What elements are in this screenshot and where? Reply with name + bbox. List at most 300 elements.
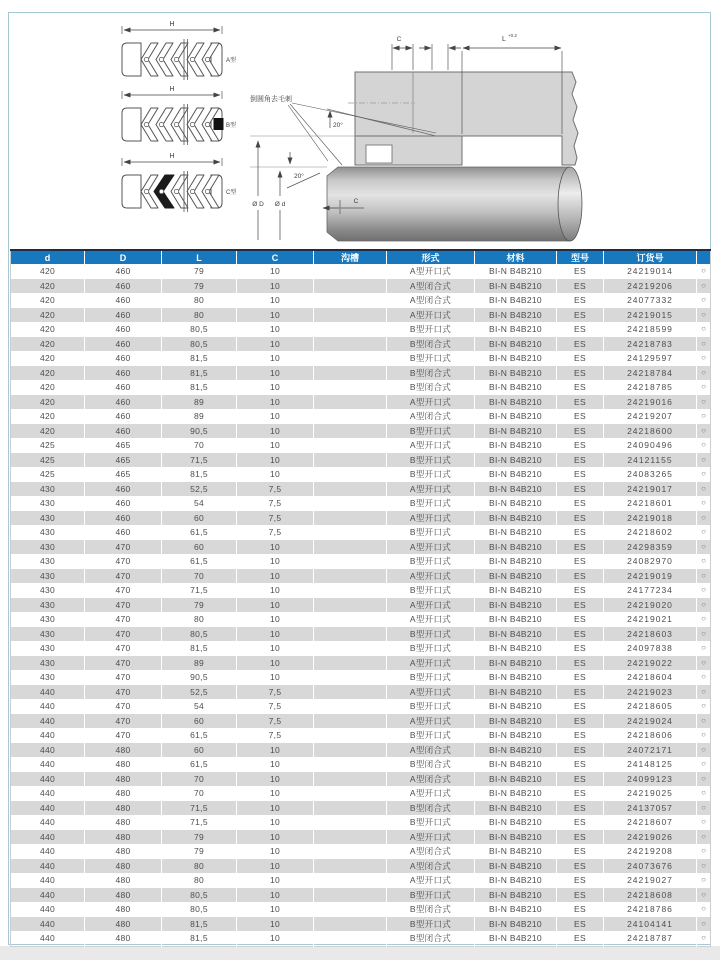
table-row [11, 366, 711, 381]
table-cell: A型开口式 [387, 438, 475, 453]
dim-label-c-bottom: C [353, 198, 359, 205]
table-cell: 480 [85, 859, 162, 874]
table-cell: 54 [162, 496, 237, 511]
table-cell: 460 [85, 337, 162, 352]
table-cell: 80,5 [162, 902, 237, 917]
table-cell [314, 380, 387, 395]
table-cell: ES [557, 308, 604, 323]
table-cell: ES [557, 424, 604, 439]
table-row [11, 641, 711, 656]
table-cell: 10 [237, 438, 314, 453]
table-cell: B型开口式 [387, 453, 475, 468]
availability-cell: ○ [697, 438, 711, 453]
table-cell: 440 [39, 846, 56, 856]
table-cell: A型开口式 [387, 482, 475, 497]
table-cell: ES [557, 685, 604, 700]
table-cell [314, 728, 387, 743]
table-cell [314, 714, 387, 729]
table-cell: 430 [11, 598, 85, 613]
col-header-L: L [162, 250, 237, 264]
availability-cell: ○ [697, 612, 711, 627]
table-cell: 440 [39, 875, 56, 885]
table-cell: 24218599 [604, 322, 697, 337]
table-cell [314, 801, 387, 816]
table-cell: 430 [39, 614, 56, 624]
table-row [11, 670, 711, 685]
col-header-availability [697, 250, 711, 264]
table-cell: 61,5 [162, 728, 237, 743]
col-header-model: 型号 [557, 250, 604, 264]
table-cell: BI-N B4B210 [475, 844, 557, 859]
table-cell: 420 [11, 337, 85, 352]
table-cell: 480 [85, 931, 162, 946]
table-cell: A型开口式 [387, 511, 475, 526]
availability-cell: ○ [697, 714, 711, 729]
table-cell: 24219025 [604, 786, 697, 801]
table-cell: 430 [39, 672, 56, 682]
table-row [11, 830, 711, 845]
table-cell [314, 467, 387, 482]
availability-cell: ○ [697, 873, 711, 888]
table-row [11, 264, 711, 279]
table-cell: 460 [85, 496, 162, 511]
table-cell [314, 743, 387, 758]
table-cell: ES [557, 656, 604, 671]
table-cell: ES [557, 641, 604, 656]
table-cell: 440 [39, 904, 56, 914]
availability-cell: ○ [697, 656, 711, 671]
dim-label-l: L [502, 36, 506, 43]
table-cell: ES [557, 859, 604, 874]
table-cell: 460 [85, 308, 162, 323]
table-cell [314, 612, 387, 627]
table-cell: 70 [162, 569, 237, 584]
table-cell: 61,5 [162, 554, 237, 569]
table-cell: ES [557, 569, 604, 584]
availability-cell: ○ [697, 337, 711, 352]
table-cell: 7,5 [237, 482, 314, 497]
table-cell: A型闭合式 [387, 844, 475, 859]
table-cell: BI-N B4B210 [475, 859, 557, 874]
table-cell: A型闭合式 [387, 859, 475, 874]
technical-drawings [0, 0, 720, 250]
table-row [11, 496, 711, 511]
rod-body [327, 167, 570, 241]
table-cell: B型开口式 [387, 583, 475, 598]
table-cell: 440 [39, 701, 56, 711]
table-cell: ES [557, 496, 604, 511]
table-cell: ES [557, 612, 604, 627]
table-cell: 480 [85, 830, 162, 845]
availability-cell: ○ [697, 511, 711, 526]
table-cell: A型开口式 [387, 540, 475, 555]
availability-cell: ○ [697, 569, 711, 584]
table-cell [314, 424, 387, 439]
table-cell: ES [557, 598, 604, 613]
table-cell: 480 [85, 757, 162, 772]
table-cell: 10 [237, 583, 314, 598]
table-cell: 80 [162, 308, 237, 323]
table-cell: 470 [85, 554, 162, 569]
table-cell: 7,5 [237, 511, 314, 526]
stack-type-label: C型 [226, 190, 237, 196]
table-cell: 24218607 [604, 815, 697, 830]
table-cell: 7,5 [237, 685, 314, 700]
table-cell: 24219017 [604, 482, 697, 497]
table-cell: B型开口式 [387, 888, 475, 903]
table-cell: ES [557, 554, 604, 569]
table-cell [314, 511, 387, 526]
table-cell: 70 [162, 786, 237, 801]
table-row [11, 279, 711, 294]
table-cell: BI-N B4B210 [475, 873, 557, 888]
table-cell [314, 757, 387, 772]
table-cell: ES [557, 438, 604, 453]
table-cell: A型闭合式 [387, 772, 475, 787]
col-header-D: D [85, 250, 162, 264]
table-cell: 10 [237, 569, 314, 584]
dia-outer-label: Ø D [252, 201, 264, 208]
table-cell: 24218601 [604, 496, 697, 511]
table-cell: 71,5 [162, 583, 237, 598]
availability-cell: ○ [697, 366, 711, 381]
table-row [11, 554, 711, 569]
table-cell: 24219207 [604, 409, 697, 424]
table-cell: ES [557, 366, 604, 381]
table-cell: B型开口式 [387, 627, 475, 642]
table-cell [314, 598, 387, 613]
table-cell: ES [557, 801, 604, 816]
table-cell: 470 [85, 714, 162, 729]
col-header-order-no: 订货号 [604, 250, 697, 264]
table-cell: A型开口式 [387, 395, 475, 410]
table-cell: B型开口式 [387, 641, 475, 656]
table-cell [314, 293, 387, 308]
availability-cell: ○ [697, 685, 711, 700]
table-cell: 10 [237, 772, 314, 787]
table-cell [314, 670, 387, 685]
table-row [11, 743, 711, 758]
table-cell: BI-N B4B210 [475, 293, 557, 308]
table-cell: 470 [85, 670, 162, 685]
availability-cell: ○ [697, 395, 711, 410]
table-cell: B型开口式 [387, 670, 475, 685]
table-cell: 81,5 [162, 931, 237, 946]
table-header [11, 250, 711, 264]
table-cell: A型闭合式 [387, 279, 475, 294]
table-row [11, 482, 711, 497]
table-cell: 24218783 [604, 337, 697, 352]
table-cell [314, 322, 387, 337]
table-cell: BI-N B4B210 [475, 583, 557, 598]
table-cell: B型开口式 [387, 728, 475, 743]
table-cell: B型闭合式 [387, 902, 475, 917]
table-cell: 460 [85, 380, 162, 395]
table-cell: A型开口式 [387, 830, 475, 845]
availability-cell: ○ [697, 424, 711, 439]
table-cell: 460 [85, 279, 162, 294]
availability-cell: ○ [697, 728, 711, 743]
table-cell: A型开口式 [387, 786, 475, 801]
table-row [11, 917, 711, 932]
table-cell: 480 [85, 888, 162, 903]
table-cell [314, 656, 387, 671]
table-cell: BI-N B4B210 [475, 409, 557, 424]
table-cell: ES [557, 627, 604, 642]
table-cell: BI-N B4B210 [475, 772, 557, 787]
table-cell: BI-N B4B210 [475, 496, 557, 511]
table-cell: B型闭合式 [387, 337, 475, 352]
table-row [11, 424, 711, 439]
table-cell: 460 [85, 322, 162, 337]
table-cell [314, 540, 387, 555]
table-cell: ES [557, 728, 604, 743]
table-cell: ES [557, 293, 604, 308]
table-cell: 470 [85, 540, 162, 555]
table-cell: 440 [11, 830, 85, 845]
table-cell: 460 [85, 264, 162, 279]
availability-cell: ○ [697, 583, 711, 598]
table-cell: BI-N B4B210 [475, 540, 557, 555]
availability-cell: ○ [697, 641, 711, 656]
table-row [11, 540, 711, 555]
table-cell: BI-N B4B210 [475, 656, 557, 671]
table-cell: 7,5 [237, 699, 314, 714]
table-cell: BI-N B4B210 [475, 511, 557, 526]
table-cell: ES [557, 380, 604, 395]
table-cell: ES [557, 830, 604, 845]
table-cell: BI-N B4B210 [475, 743, 557, 758]
table-cell: B型开口式 [387, 917, 475, 932]
col-header-d: d [11, 250, 85, 264]
table-cell [314, 496, 387, 511]
table-cell [314, 627, 387, 642]
table-cell: 24218786 [604, 902, 697, 917]
col-header-material: 材料 [475, 250, 557, 264]
table-cell: 24148125 [604, 757, 697, 772]
table-cell: 440 [39, 817, 56, 827]
table-cell: ES [557, 670, 604, 685]
table-cell: 10 [237, 656, 314, 671]
table-cell: 430 [11, 511, 85, 526]
table-cell: 24218606 [604, 728, 697, 743]
availability-cell: ○ [697, 598, 711, 613]
table-cell: 10 [237, 757, 314, 772]
table-cell: 10 [237, 395, 314, 410]
table-cell: A型开口式 [387, 656, 475, 671]
table-cell: A型闭合式 [387, 409, 475, 424]
availability-cell: ○ [697, 351, 711, 366]
table-cell: 70 [162, 438, 237, 453]
table-row [11, 525, 711, 540]
table-cell: 480 [85, 844, 162, 859]
table-cell: ES [557, 786, 604, 801]
availability-cell: ○ [697, 380, 711, 395]
table-cell: 70 [162, 772, 237, 787]
table-cell: 460 [85, 366, 162, 381]
table-cell [314, 279, 387, 294]
table-cell: BI-N B4B210 [475, 830, 557, 845]
table-cell: 24219021 [604, 612, 697, 627]
rod-end-cap [558, 167, 582, 241]
table-cell: 24219014 [604, 264, 697, 279]
table-cell: 80,5 [162, 322, 237, 337]
table-cell: 24218600 [604, 424, 697, 439]
table-cell: 440 [39, 759, 56, 769]
table-cell [314, 395, 387, 410]
table-cell: BI-N B4B210 [475, 728, 557, 743]
table-cell: 90,5 [162, 670, 237, 685]
table-cell: 80 [162, 293, 237, 308]
table-cell: BI-N B4B210 [475, 612, 557, 627]
table-cell: 79 [162, 830, 237, 845]
table-row [11, 453, 711, 468]
table-cell [314, 453, 387, 468]
table-cell: 470 [85, 583, 162, 598]
table-cell: 24099123 [604, 772, 697, 787]
availability-cell: ○ [697, 743, 711, 758]
table-cell: ES [557, 322, 604, 337]
table-cell: BI-N B4B210 [475, 322, 557, 337]
table-cell [314, 931, 387, 946]
table-cell: BI-N B4B210 [475, 569, 557, 584]
table-cell: 71,5 [162, 801, 237, 816]
table-cell: 440 [11, 714, 85, 729]
availability-cell: ○ [697, 859, 711, 874]
table-cell: 7,5 [237, 496, 314, 511]
table-cell: BI-N B4B210 [475, 366, 557, 381]
table-cell: 420 [39, 411, 56, 421]
table-cell: BI-N B4B210 [475, 264, 557, 279]
table-cell: 90,5 [162, 424, 237, 439]
table-cell: A型闭合式 [387, 743, 475, 758]
availability-cell: ○ [697, 322, 711, 337]
table-cell: B型开口式 [387, 351, 475, 366]
dim-label-l-tolerance: +0.2 [508, 33, 517, 38]
availability-cell: ○ [697, 815, 711, 830]
table-cell [314, 525, 387, 540]
table-cell: 480 [85, 801, 162, 816]
table-cell [314, 569, 387, 584]
table-cell: 24218787 [604, 931, 697, 946]
table-cell: ES [557, 453, 604, 468]
table-cell: 10 [237, 322, 314, 337]
table-cell: ES [557, 351, 604, 366]
table-cell: 420 [39, 324, 56, 334]
table-cell: BI-N B4B210 [475, 424, 557, 439]
table-cell: 460 [85, 424, 162, 439]
angle-top-label: 20° [333, 122, 343, 129]
table-cell: 80,5 [162, 337, 237, 352]
table-cell: B型闭合式 [387, 380, 475, 395]
table-cell: 10 [237, 844, 314, 859]
table-cell: BI-N B4B210 [475, 888, 557, 903]
table-cell [314, 844, 387, 859]
table-cell: 10 [237, 308, 314, 323]
table-row [11, 888, 711, 903]
table-cell: 80 [162, 859, 237, 874]
table-cell: BI-N B4B210 [475, 757, 557, 772]
table-cell: 80,5 [162, 627, 237, 642]
table-row [11, 308, 711, 323]
table-cell: 470 [85, 728, 162, 743]
table-cell: BI-N B4B210 [475, 598, 557, 613]
table-cell: BI-N B4B210 [475, 554, 557, 569]
table-row [11, 873, 711, 888]
table-cell: 10 [237, 786, 314, 801]
table-cell: 460 [85, 409, 162, 424]
table-cell: 430 [11, 627, 85, 642]
table-cell: ES [557, 540, 604, 555]
table-cell: BI-N B4B210 [475, 699, 557, 714]
availability-cell: ○ [697, 917, 711, 932]
table-cell [314, 917, 387, 932]
table-cell: 10 [237, 554, 314, 569]
table-cell: 24090496 [604, 438, 697, 453]
table-cell: 79 [162, 844, 237, 859]
table-cell: 10 [237, 801, 314, 816]
dia-inner-label: Ø d [274, 201, 286, 208]
table-cell: ES [557, 525, 604, 540]
table-cell: 24218603 [604, 627, 697, 642]
table-cell: 24104141 [604, 917, 697, 932]
table-cell: 10 [237, 264, 314, 279]
table-cell: A型开口式 [387, 685, 475, 700]
table-cell [314, 366, 387, 381]
table-row [11, 699, 711, 714]
table-row [11, 569, 711, 584]
table-cell: BI-N B4B210 [475, 641, 557, 656]
table-row [11, 714, 711, 729]
table-cell: 430 [39, 527, 56, 537]
table-cell: 24177234 [604, 583, 697, 598]
availability-cell: ○ [697, 554, 711, 569]
table-cell: 10 [237, 424, 314, 439]
table-cell: 54 [162, 699, 237, 714]
table-cell: 24218602 [604, 525, 697, 540]
table-cell: 10 [237, 931, 314, 946]
stack-a-diagram [122, 21, 236, 80]
table-cell: 10 [237, 917, 314, 932]
table-cell: 52,5 [162, 482, 237, 497]
table-cell: 24082970 [604, 554, 697, 569]
table-cell: ES [557, 264, 604, 279]
table-cell: 10 [237, 366, 314, 381]
table-cell: 7,5 [237, 525, 314, 540]
table-cell: 440 [11, 801, 85, 816]
table-cell: 10 [237, 627, 314, 642]
installation-section-diagram [250, 33, 582, 241]
table-cell: A型开口式 [387, 598, 475, 613]
table-cell [314, 888, 387, 903]
table-cell: ES [557, 482, 604, 497]
table-cell: 10 [237, 409, 314, 424]
table-cell: 52,5 [162, 685, 237, 700]
table-row [11, 395, 711, 410]
table-cell [314, 685, 387, 700]
table-row [11, 902, 711, 917]
table-row [11, 598, 711, 613]
table-row [11, 757, 711, 772]
table-cell: BI-N B4B210 [475, 308, 557, 323]
table-cell [314, 482, 387, 497]
table-row [11, 409, 711, 424]
table-cell: ES [557, 815, 604, 830]
table-cell: ES [557, 743, 604, 758]
table-cell: ES [557, 395, 604, 410]
table-cell: B型开口式 [387, 467, 475, 482]
table-cell: 480 [85, 902, 162, 917]
